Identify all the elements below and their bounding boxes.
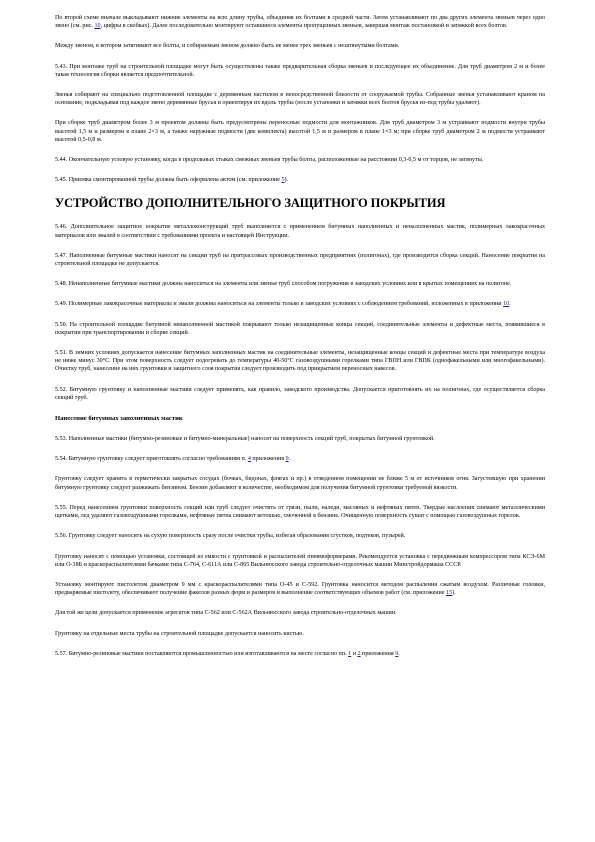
text-run: , цифры в скобках). Далее последовательно монтируют оставшиеся элементы пропущенных звеньев, завершая монтаж постановкой и затяжкой всех болтов. xyxy=(100,23,508,30)
text-run: По второй схеме вначале выкладывают нижние элементы на всю длину трубы, объединяя их болтами в средней части. Затем устанавливают по два других элемента звеньев через одно звено (см. рис. xyxy=(55,15,545,30)
text-run: 5.52. Битумную грунтовку и наполненные мастики следует применять, как правило, заводского производства. Допускается приготовлять их на полигонах, где осуществляется сборка секций труб. xyxy=(55,386,545,401)
paragraph xyxy=(55,435,545,443)
subheading: Нанесение битумных заполненных мастик xyxy=(55,415,183,423)
paragraph xyxy=(55,532,545,540)
bottom-paragraphs xyxy=(55,435,545,658)
text-run: Грунтовку следует хранить в герметически закрытых сосудах (бочках, бидонах, флягах и пр.) в отведенном помещении не ближе 5 м от источников огня. Загустевшую при хранении битумную грунтовку следует разжижать бензином. Бензин добавляют в количестве, необходимом для получения битумной грунтовки требуемой вязкости. xyxy=(55,476,545,491)
reference-link[interactable]: 4 xyxy=(247,456,251,463)
text-run: 5.55. Перед нанесением грунтовки поверхность секций или труб следует очистить от грязи, пыли, наледи, масляных и нефтяных пятен. Твердые наслоения снимают металлическими щетками, лед удаляют газовоздушными горелками, нефтяные пятна снимают ветошью, смоченной в бензине. Очищенную поверхность сушат с помощью газовоздушных горелок. xyxy=(55,504,545,520)
paragraph xyxy=(55,475,545,491)
reference-link[interactable]: 5 xyxy=(281,177,285,184)
text-run: Между звеном, в котором затягивают все болты, и собираемым звеном должно быть не менее трех звеньев с незатянутыми болтами. xyxy=(55,43,400,50)
text-run: При сборке труб диаметром более 3 м проектом должны быть предусмотрены переносные подмости для монтажников. Для труб диаметром 3 м устраивают подмости внутри трубы высотой 1,5 м и размером в плане 2×3 м, а также наружные подмости (две комплекта) высотой 1,5 м и размером в плане 1×3 м; при сборке труб диаметром 2 м подмости устраивают высотой 0,5-0,8 м. xyxy=(55,120,545,143)
text-run: 5.56. Грунтовку следует наносить на сухую поверхность сразу после очистки трубы, избегая образования сгустков, подтеков, пузырей. xyxy=(55,533,406,540)
text-run: . xyxy=(288,456,291,463)
paragraph xyxy=(55,553,545,569)
paragraph xyxy=(55,42,545,50)
paragraph xyxy=(55,156,545,164)
paragraph xyxy=(55,321,545,337)
reference-link[interactable]: 1 xyxy=(348,650,352,657)
reference-link[interactable]: 10 xyxy=(503,301,510,308)
text-run: . xyxy=(509,301,511,308)
text-run: 5.44. Окончательную угловую установку, когда в продольных стыках смежных звеньев трубы болты, расположенные на расстоянии 0,3-0,5 м от торцов, не затянуты. xyxy=(55,157,484,164)
text-run: 5.54. Битумную грунтовку следует приготовлять согласно требованиям п. xyxy=(55,456,248,463)
paragraph xyxy=(55,609,545,617)
top-paragraphs xyxy=(55,14,545,184)
paragraph xyxy=(55,455,545,463)
text-run: приложения xyxy=(250,456,286,463)
paragraph xyxy=(55,63,545,79)
text-run: 5.50. На строительной площадке битумной ненаполненной мастикой покрывают только незащищенные концы секций, соединительные элементы и дефектные места, появившиеся в покрытии при транспортировании и сборке секций. xyxy=(55,321,545,336)
paragraph xyxy=(55,504,545,520)
paragraph xyxy=(55,14,545,30)
paragraph xyxy=(55,252,545,268)
text-run: 5.51. В зимних условиях допускается нанесение битумных заполненных мастик на соединительные элементы, незащищенные концы секций и дефектные места при температуре воздуха не ниже минус 30°С. При этом поверхность следует подогревать до температуры 40-50°С газовоздушными горелками типа ГВПН или ГВПК (однофакельными или многофакельными). Очистку труб, нанесение на них грунтовки и защитного слоя покрытия следует производить под прикрытием переносных навесов. xyxy=(55,350,545,373)
paragraph xyxy=(55,223,545,239)
text-run: 5.45. Приемка смонтированной трубы должна быть оформлена актом (см. приложение xyxy=(55,177,282,184)
text-run: 5.43. При монтаже труб на строительной площадке могут быть осуществлены также предварительная сборка звеньев и последующее их объединение. Для труб диаметром 2 м и более такая технология сборки является предпочтительной. xyxy=(55,63,545,78)
text-run: 5.49. Полимерные лакокрасочные материалы и эмали должны наноситься на элементы только в заводских условиях с соблюдением требований, изложенных в приложении xyxy=(55,301,504,308)
reference-link[interactable]: 9 xyxy=(285,456,289,463)
text-run: ). xyxy=(284,177,289,184)
reference-link[interactable]: 2 xyxy=(357,650,361,657)
text-run: 5.57. Битумно-резиновые мастики поставляются промышленностью или изготавливаются на месте согласно пп. xyxy=(55,650,349,657)
text-run: 5.47. Наполненные битумные мастики наносят на секции труб на притрассовых производственных предприятиях (полигонах), где производится сборка секций. Наносение покрытия на строительной площадке не допускается. xyxy=(55,252,545,268)
text-run: Для той же цели допускается применение агрегатов типа С-562 или С-562А Вильнюсского завода строительно-отделочных машин. xyxy=(55,610,397,617)
text-run: приложения xyxy=(360,650,396,657)
text-run: Звенья собирают на специально подготовленной площадке с деревянным настилом в непосредственной близости от сооружаемой трубы. Собранные звенья устанавливают краном на основание, подкладывая под каждое звено деревянные брусья и ориентируя их вдоль трубы (после установки и затяжки всех болтов брусья из-под трубы удаляют). xyxy=(55,92,545,107)
paragraph xyxy=(55,300,545,308)
paragraph xyxy=(55,386,545,402)
paragraph xyxy=(55,581,545,597)
text-run: 5.46. Дополнительное защитное покрытие металлоконструкций труб выполняется с применением битумных наполненных и неналолненных мастик, полимерных лакокрасочных материалов или эмалей в соответствии с требованиями проекта и настоящей Инструкции. xyxy=(55,224,545,239)
section-title: УСТРОЙСТВО ДОПОЛНИТЕЛЬНОГО ЗАЩИТНОГО ПОКРЫТИЯ xyxy=(55,196,446,211)
paragraph xyxy=(55,119,545,144)
paragraph xyxy=(55,280,545,288)
reference-link[interactable]: 10 xyxy=(94,23,101,30)
mid-paragraphs xyxy=(55,223,545,402)
text-run: . xyxy=(398,650,400,657)
text-run: Грунтовку на отдельные места трубы на строительной площадке допускается наносить кистью. xyxy=(55,630,304,637)
paragraph xyxy=(55,176,545,184)
text-run: Грунтовку наносят с помощью установки, состоящей из емкости с грунтовкой и распылителей пневмоформерами. Рекомендуется установка с передвижным компрессором типа КСЭ-6М или О-38Б и краскораспылителями бачками типа С-764, С-611А или С-865 Вильнюсского завода строительно-отделочных машин Минстройдормаша СССР. xyxy=(55,553,545,568)
text-run: 5.53. Наполненные мастики (битумно-резиновые и битумно-минеральные) наносят на поверхность секций труб, покрытых битумной грунтовкой. xyxy=(55,436,435,443)
text-run: и xyxy=(351,650,358,657)
paragraph xyxy=(55,650,545,658)
paragraph xyxy=(55,630,545,638)
reference-link[interactable]: 9 xyxy=(395,650,399,657)
reference-link[interactable]: 15 xyxy=(446,590,453,597)
paragraph xyxy=(55,91,545,107)
text-run: Установку монтируют пистолетом диаметром 9 мм с краскораспылителями типа О-45 и С-592. Грунтовка наносится методом распыления сжатым воздухом. Различные головки, предваряемые пистолету, обеспечивают получение факелов разных форм и размеров и выполнение соответствующих объемов работ (см. приложение xyxy=(55,581,545,597)
text-run: 5.48. Ненаполненные битумные мастики должны наноситься на элементы или звенья труб способом погружения в заводских условиях или в крытых помещениях на полигоне. xyxy=(55,281,512,288)
text-run: ). xyxy=(452,590,456,597)
paragraph xyxy=(55,349,545,374)
